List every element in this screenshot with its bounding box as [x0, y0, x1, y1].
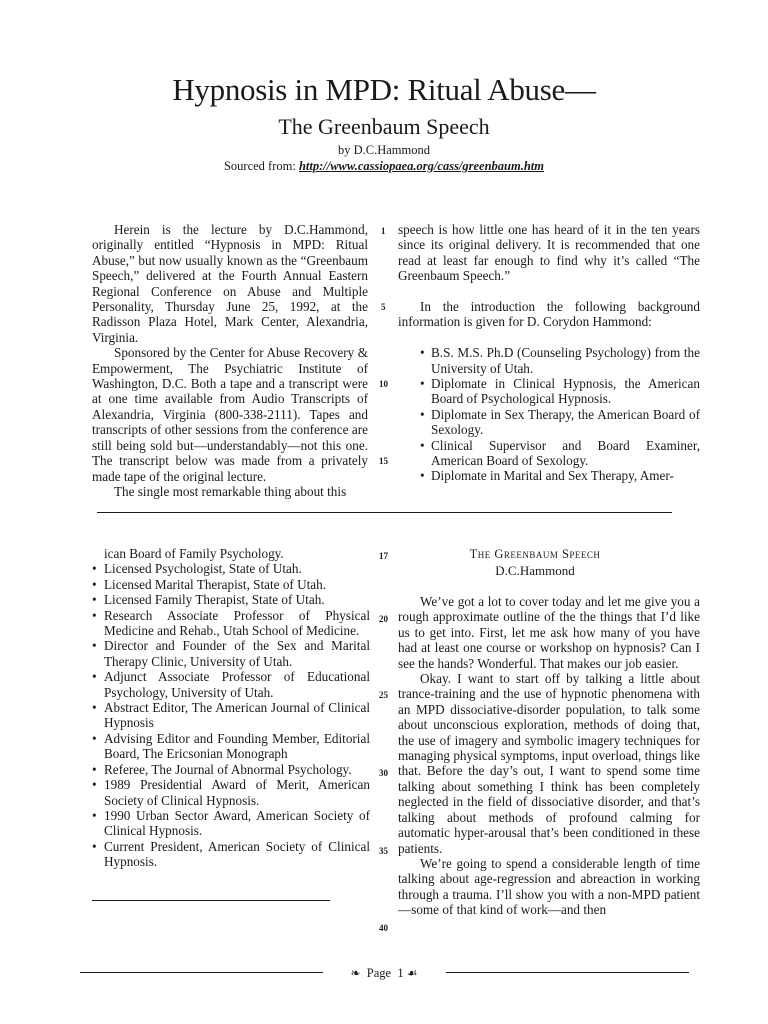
- list-item: • Clinical Supervisor and Board Examiner, American Board of Sexology.: [398, 438, 700, 469]
- credential-continuation: ican Board of Family Psychology.: [104, 546, 284, 561]
- line-number: 35: [379, 846, 388, 856]
- section-title: The Greenbaum Speech: [469, 547, 601, 561]
- list-item: • Current President, American Society of Clinical Hypnosis.: [92, 839, 370, 870]
- sponsor-paragraph: Sponsored by the Center for Abuse Recovery & Empowerment, The Psychiatric Institute of Washington, D.C. Both a tape and a transcript were at one time available from Audio Transcripts of Alexandria, Virginia (800-338-2111). Tapes and transcripts of other sessions from the conference are still being sold but—understandably—not this one. The transcript below was made from a privately made tape of the original lecture.: [92, 345, 368, 484]
- list-item: • B.S. M.S. Ph.D (Counseling Psychology) from the University of Utah.: [398, 345, 700, 376]
- list-item: • Licensed Marital Therapist, State of Utah.: [92, 577, 370, 592]
- line-number: 1: [381, 226, 386, 236]
- ornament-left-icon: ❧: [350, 966, 361, 980]
- list-item: • Adjunct Associate Professor of Educational Psychology, University of Utah.: [92, 669, 370, 700]
- credentials-list: [398, 345, 700, 484]
- document-title: Hypnosis in MPD: Ritual Abuse—: [172, 72, 596, 107]
- author-byline: by D.C.Hammond: [337, 143, 430, 157]
- line-number: 20: [379, 614, 388, 624]
- page-footer: [0, 966, 768, 981]
- list-item: • 1990 Urban Sector Award, American Society of Clinical Hypnosis.: [92, 808, 370, 839]
- section-author: D.C.Hammond: [495, 563, 575, 578]
- speech-paragraph: We’ve got a lot to cover today and let me give you a rough approximate outline of the the things that I’d like us to get into. First, let me ask how many of you have had at least one course or workshop on hypnosis? Can I see the hands? Wonderful. That makes our job easier.: [398, 594, 700, 671]
- line-number: 17: [379, 551, 388, 561]
- page-label: Page: [366, 966, 392, 980]
- source-label: Sourced from:: [223, 159, 299, 173]
- list-item: • Director and Founder of the Sex and Marital Therapy Clinic, University of Utah.: [92, 638, 370, 669]
- top-right-column: [398, 222, 700, 484]
- page-number: 1: [397, 966, 404, 980]
- list-item: • Licensed Family Therapist, State of Utah.: [92, 592, 370, 607]
- line-number: 30: [379, 768, 388, 778]
- list-item: • Diplomate in Marital and Sex Therapy, Amer-: [398, 468, 700, 483]
- document-subtitle: The Greenbaum Speech: [278, 114, 490, 139]
- footnote-rule: [92, 900, 330, 901]
- speech-paragraph: Okay. I want to start off by talking a little about trance-training and the use of hypnotic phenomena with an MPD dissociative-disorder population, to talk some about unconscious exploration, methods of doing that, the use of imagery and symbolic imagery techniques for managing physical symptoms, input overload, things like that. Before the day’s out, I want to spend some time talking about something I think has been completely neglected in the field of dissociative disorder, and that’s talking about methods of profound calming for automatic hyper-arousal that’s been conditioned in these patients.: [398, 671, 700, 856]
- remarkable-paragraph: The single most remarkable thing about this: [114, 483, 347, 499]
- list-item: • Advising Editor and Founding Member, Editorial Board, The Ericsonian Monograph: [92, 731, 370, 762]
- line-number: 5: [381, 302, 386, 312]
- list-item: • Referee, The Journal of Abnormal Psychology.: [92, 762, 370, 777]
- list-item: • Diplomate in Sex Therapy, the American Board of Sexology.: [398, 407, 700, 438]
- credentials-list-continued: [92, 561, 370, 869]
- list-item: • Research Associate Professor of Physical Medicine and Rehab., Utah School of Medicine.: [92, 608, 370, 639]
- list-item: • 1989 Presidential Award of Merit, American Society of Clinical Hypnosis.: [92, 777, 370, 808]
- line-number: 40: [379, 923, 388, 933]
- line-number: 15: [379, 456, 388, 466]
- bottom-right-column: [398, 594, 700, 918]
- ornament-right-icon: ☙: [406, 966, 418, 980]
- list-item: • Licensed Psychologist, State of Utah.: [92, 561, 370, 576]
- speech-paragraph: We’re going to spend a considerable length of time talking about age-regression and abreaction in working through a trauma. I’ll show you with a non-MPD patient—some of that kind of work—and then: [398, 855, 700, 918]
- list-item: • Abstract Editor, The American Journal of Clinical Hypnosis: [92, 700, 370, 731]
- background-paragraph: In the introduction the following background information is given for D. Corydon Hammond:: [398, 299, 700, 330]
- line-number: 25: [379, 690, 388, 700]
- source-link[interactable]: http://www.cassiopaea.org/cass/greenbaum.htm: [298, 159, 545, 173]
- source-line: [0, 159, 768, 174]
- intro-paragraph: Herein is the lecture by D.C.Hammond, originally entitled “Hypnosis in MPD: Ritual Abuse,” but now usually known as the “Greenbaum Speech,” delivered at the Fourth Annual Eastern Regional Conference on Abuse and Multiple Personality, Thursday June 25, 1992, at the Radisson Plaza Hotel, Mark Center, Alexandria, Virginia.: [92, 222, 368, 345]
- top-left-column: [92, 222, 368, 499]
- list-item: • Diplomate in Clinical Hypnosis, the American Board of Psychological Hypnosis.: [398, 376, 700, 407]
- bottom-left-column: [92, 546, 370, 870]
- section-divider: [97, 512, 672, 513]
- line-number: 10: [379, 379, 388, 389]
- continuation-paragraph: speech is how little one has heard of it in the ten years since its original delivery. It is recommended that one read at least far enough to find why it’s called “The Greenbaum Speech.”: [398, 222, 700, 284]
